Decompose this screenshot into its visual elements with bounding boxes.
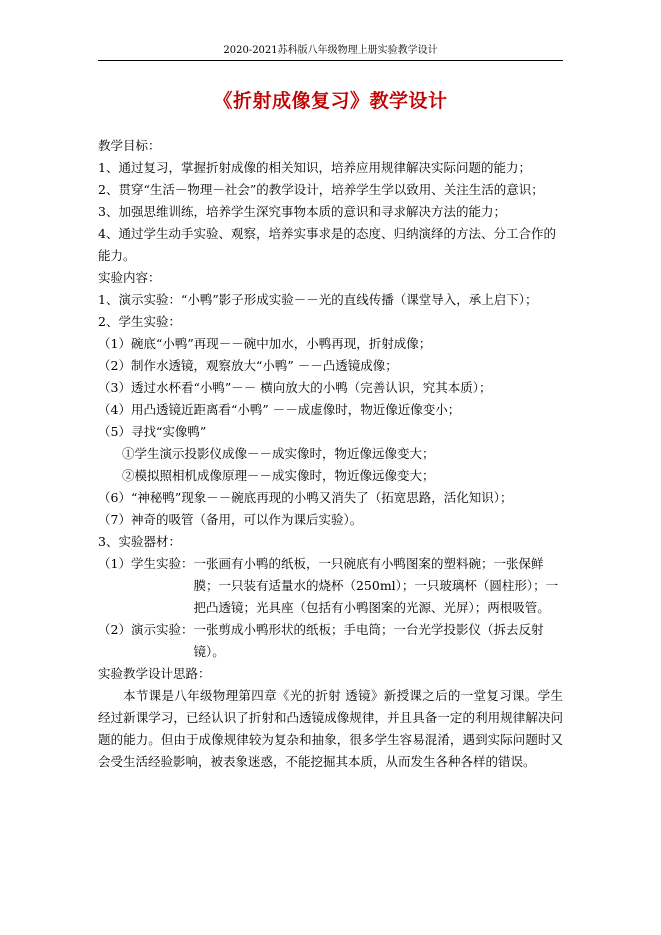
content-heading: 实验内容： (98, 270, 161, 285)
demo-equipment (98, 619, 563, 663)
demo-equipment-text: 一张剪成小鸭形状的纸板；手电筒；一台光学投影仪（拆去反射镜）。 (193, 622, 544, 659)
student-equipment (98, 553, 563, 619)
student-equipment-text: 一张画有小鸭的纸板，一只碗底有小鸭图案的塑料碗；一张保鲜膜；一只装有适量水的烧杯（250ml）；一只玻璃杯（圆柱形）；一把凸透镜；光具座（包括有小鸭图案的光源、光屏）；两根吸管。 (193, 556, 559, 615)
student-experiment-item: （6）“神秘鸭”现象－－碗底再现的小鸭又消失了（拓宽思路，活化知识）； (98, 490, 513, 505)
objective-item: 4、通过学生动手实验、观察，培养实事求是的态度、归纳演绎的方法、分工合作的能力。 (98, 226, 556, 263)
objective-item: 2、贯穿“生活－物理－社会”的教学设计，培养学生学以致用、关注生活的意识； (98, 182, 544, 197)
student-experiment-item: （4）用凸透镜近距离看“小鸭” －－成虚像时，物近像近像变小； (98, 402, 461, 417)
student-equipment-label: （1）学生实验： (98, 556, 194, 571)
running-header: 2020-2021苏科版八年级物理上册实验教学设计 (223, 45, 438, 56)
document-body (98, 135, 563, 773)
student-experiment-item: （7）神奇的吸管（备用，可以作为课后实验）。 (98, 512, 363, 527)
student-experiment-item: （5）寻找“实像鸭” (98, 424, 207, 439)
design-paragraph: 本节课是八年级物理第四章《光的折射 透镜》新授课之后的一堂复习课。学生经过新课学习，已经认识了折射和凸透镜成像规律，并且具备一定的利用规律解决问题的能力。但由于成像规律较为复杂和抽象，很多学生容易混淆，遇到实际问题时又会受生活经验影响，被表象迷惑，不能挖掘其本质，从而发生各种各样的错误。 (98, 688, 563, 769)
objectives-heading: 教学目标： (98, 138, 161, 153)
demo-equipment-label: （2）演示实验： (98, 622, 194, 637)
design-heading: 实验教学设计思路： (98, 666, 211, 681)
student-experiments-heading: 2、学生实验： (98, 314, 181, 329)
equipment-heading: 3、实验器材： (98, 534, 181, 549)
header-rule (98, 60, 563, 61)
student-experiment-item: （3）透过水杯看“小鸭”－－ 横向放大的小鸭（完善认识，究其本质）； (98, 380, 492, 395)
sub-experiment-item: ②模拟照相机成像原理－－成实像时，物近像远像变大； (122, 468, 435, 483)
objective-item: 3、加强思维训练，培养学生深究事物本质的意识和寻求解决方法的能力； (98, 204, 506, 219)
student-experiment-item: （2）制作水透镜，观察放大“小鸭” －－凸透镜成像； (98, 358, 398, 373)
sub-experiment-item: ①学生演示投影仪成像－－成实像时，物近像远像变大； (122, 446, 435, 461)
demo-experiment: 1、演示实验：“小鸭”影子形成实验－－光的直线传播（课堂导入，承上启下）； (98, 292, 538, 307)
objective-item: 1、通过复习，掌握折射成像的相关知识，培养应用规律解决实际问题的能力； (98, 160, 531, 175)
student-experiment-item: （1）碗底“小鸭”再现－－碗中加水，小鸭再现，折射成像； (98, 336, 432, 351)
document-title: 《折射成像复习》教学设计 (213, 90, 448, 112)
